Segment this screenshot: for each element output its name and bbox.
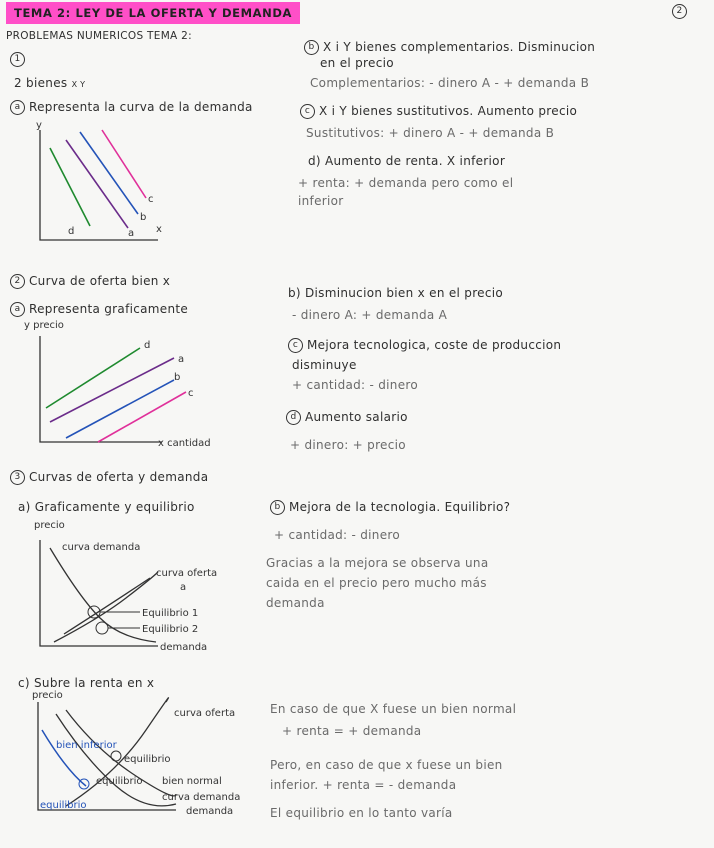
item-c-technology-line2: disminuye	[292, 358, 357, 372]
equilibrium-2-label: Equilibrio 2	[142, 624, 199, 635]
label-b: b	[174, 372, 181, 383]
demand-curve-label: curva demanda	[62, 542, 141, 553]
demand-curve-c	[102, 130, 146, 198]
technology-equilibrium-result: + cantidad: - dinero	[274, 528, 401, 542]
demand-curve-inferior	[42, 730, 86, 786]
two-goods-label: 2 bienes X Y	[14, 76, 86, 90]
inferior-good-label: bien inferior	[56, 740, 117, 751]
equilibrium-mid-label: equilibrio	[96, 776, 143, 787]
x-axis-label: demanda	[160, 642, 208, 653]
explanation-line-3: demanda	[266, 596, 325, 610]
supply-curves-graph	[22, 318, 232, 448]
item-b-price-decrease: b) Disminucion bien x en el precio	[288, 286, 504, 300]
y-axis	[40, 130, 158, 240]
demand-curves-graph	[28, 120, 188, 240]
label-b: b	[140, 212, 147, 223]
complements-result: Complementarios: - dinero A - + demanda B	[310, 76, 590, 90]
equilibrium-top-marker	[111, 751, 121, 761]
item-2-supply: 2 Curva de oferta bien x	[10, 274, 170, 289]
x-axis-label: demanda	[186, 806, 234, 817]
y-axis-label: y precio	[24, 320, 64, 331]
label-d: d	[68, 226, 75, 237]
substitutes-result: Sustitutivos: + dinero A - + demanda B	[306, 126, 555, 140]
supply-curve-c	[98, 392, 186, 442]
equilibrium-1-label: Equilibrio 1	[142, 608, 199, 619]
income-effect-graph	[26, 690, 266, 820]
income-result-2: inferior	[298, 194, 344, 208]
demand-curve-d	[50, 148, 90, 226]
x-axis-label: x cantidad	[158, 438, 211, 449]
supply-curve-label: curva oferta	[156, 568, 218, 579]
label-c: c	[148, 194, 154, 205]
page-title: TEMA 2: LEY DE LA OFERTA Y DEMANDA	[6, 2, 300, 24]
item-d-salary: d Aumento salario	[286, 410, 408, 425]
item-c-income: c) Subre la renta en x	[18, 676, 155, 690]
problem-1-marker: 1	[10, 52, 29, 67]
item-3-supply-demand: 3 Curvas de oferta y demanda	[10, 470, 208, 485]
item-c-technology: c Mejora tecnologica, coste de produccion	[288, 338, 561, 353]
final-conclusion: El equilibrio en lo tanto varía	[270, 806, 453, 820]
y-axis-label: y	[36, 120, 42, 131]
supply-curve-label: curva oferta	[174, 708, 236, 719]
item-a-graph: a Representa graficamente	[10, 302, 188, 317]
explanation-line-2: caida en el precio pero mucho más	[266, 576, 487, 590]
item-b-technology-equilibrium: b Mejora de la tecnologia. Equilibrio?	[270, 500, 510, 515]
item-d-income: d) Aumento de renta. X inferior	[308, 154, 506, 168]
demand-curve-label: curva demanda	[162, 792, 241, 803]
price-decrease-result: - dinero A: + demanda A	[292, 308, 448, 322]
item-a-represent-demand: a Representa la curva de la demanda	[10, 100, 253, 115]
normal-good-case: En caso de que X fuese un bien normal	[270, 702, 517, 716]
equilibrium-2-marker	[96, 622, 108, 634]
y-axis-label: precio	[32, 690, 63, 701]
inferior-good-case: Pero, en caso de que x fuese un bien	[270, 758, 503, 772]
inferior-good-result: inferior. + renta = - demanda	[270, 778, 457, 792]
item-b-line2: en el precio	[320, 56, 394, 70]
normal-good-result: + renta = + demanda	[282, 724, 422, 738]
label-a: a	[180, 582, 187, 593]
normal-good-label: bien normal	[162, 776, 222, 787]
label-c: c	[188, 388, 194, 399]
label-d: d	[144, 340, 151, 351]
demand-curve-main	[66, 140, 128, 228]
problems-heading: PROBLEMAS NUMERICOS TEMA 2:	[6, 30, 192, 42]
salary-result: + dinero: + precio	[290, 438, 406, 452]
x-axis-label: x	[156, 224, 162, 235]
equilibrium-graph	[30, 518, 270, 658]
item-c-substitutes: c X i Y bienes sustitutivos. Aumento precio	[300, 104, 577, 119]
equilibrium-top-label: equilibrio	[124, 754, 171, 765]
demand-curve	[50, 548, 156, 642]
page-number-mark: 2	[672, 4, 691, 19]
label-a: a	[128, 228, 135, 239]
supply-curve	[66, 698, 169, 806]
item-b-complements: b X i Y bienes complementarios. Disminucion	[304, 40, 595, 55]
income-result-1: + renta: + demanda pero como el	[298, 176, 514, 190]
label-a: a	[178, 354, 185, 365]
y-axis-label: precio	[34, 520, 65, 531]
technology-result: + cantidad: - dinero	[292, 378, 419, 392]
axes	[40, 540, 158, 646]
equilibrium-bottom-label: equilibrio	[40, 800, 87, 811]
item-a-equilibrium: a) Graficamente y equilibrio	[18, 500, 195, 514]
axes	[40, 336, 162, 442]
explanation-line-1: Gracias a la mejora se observa una	[266, 556, 489, 570]
